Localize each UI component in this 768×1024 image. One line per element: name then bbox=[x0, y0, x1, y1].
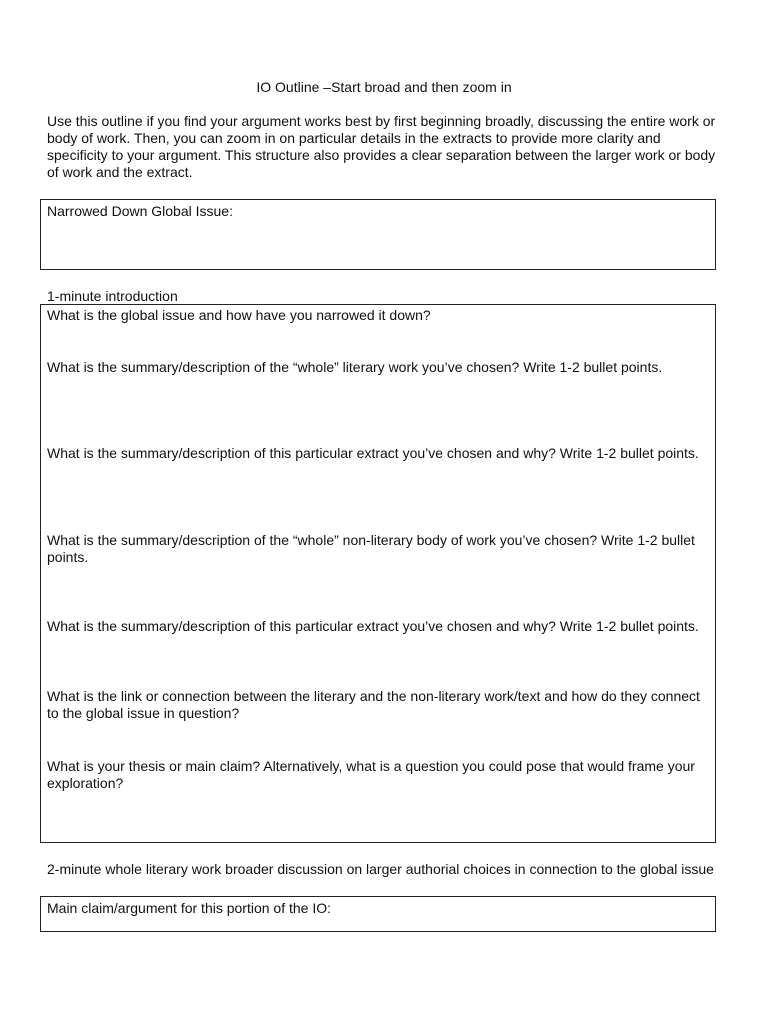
introduction-questions-box[interactable] bbox=[40, 304, 716, 843]
literary-discussion-heading: 2-minute whole literary work broader discussion on larger authorial choices in connection to the global issue bbox=[47, 861, 714, 877]
question-link-connection: What is the link or connection between the literary and the non-literary work/text and how do they connect to the global issue in question? bbox=[47, 688, 700, 721]
question-literary-summary: What is the summary/description of the “whole” literary work you’ve chosen? Write 1-2 bullet points. bbox=[47, 359, 663, 375]
global-issue-box[interactable] bbox=[40, 199, 716, 270]
question-global-issue: What is the global issue and how have you narrowed it down? bbox=[47, 307, 431, 323]
main-claim-label: Main claim/argument for this portion of the IO: bbox=[47, 900, 332, 916]
main-claim-box[interactable] bbox=[40, 896, 716, 932]
question-thesis: What is your thesis or main claim? Alternatively, what is a question you could pose that would frame your exploration? bbox=[47, 758, 695, 791]
introduction-heading: 1-minute introduction bbox=[47, 288, 178, 304]
question-nonliterary-summary: What is the summary/description of the “whole” non-literary body of work you’ve chosen? Write 1-2 bullet points. bbox=[47, 532, 695, 565]
document-title: IO Outline –Start broad and then zoom in bbox=[256, 79, 512, 95]
intro-paragraph: Use this outline if you find your argument works best by first beginning broadly, discussing the entire work or body of work. Then, you can zoom in on particular details in the extracts to provide more clarity and specificity to your argument. This structure also provides a clear separation between the larger work or body of work and the extract. bbox=[47, 113, 716, 180]
global-issue-label: Narrowed Down Global Issue: bbox=[47, 203, 233, 219]
question-nonliterary-extract: What is the summary/description of this particular extract you’ve chosen and why? Write 1-2 bullet points. bbox=[47, 618, 699, 634]
question-literary-extract: What is the summary/description of this particular extract you’ve chosen and why? Write 1-2 bullet points. bbox=[47, 445, 699, 461]
